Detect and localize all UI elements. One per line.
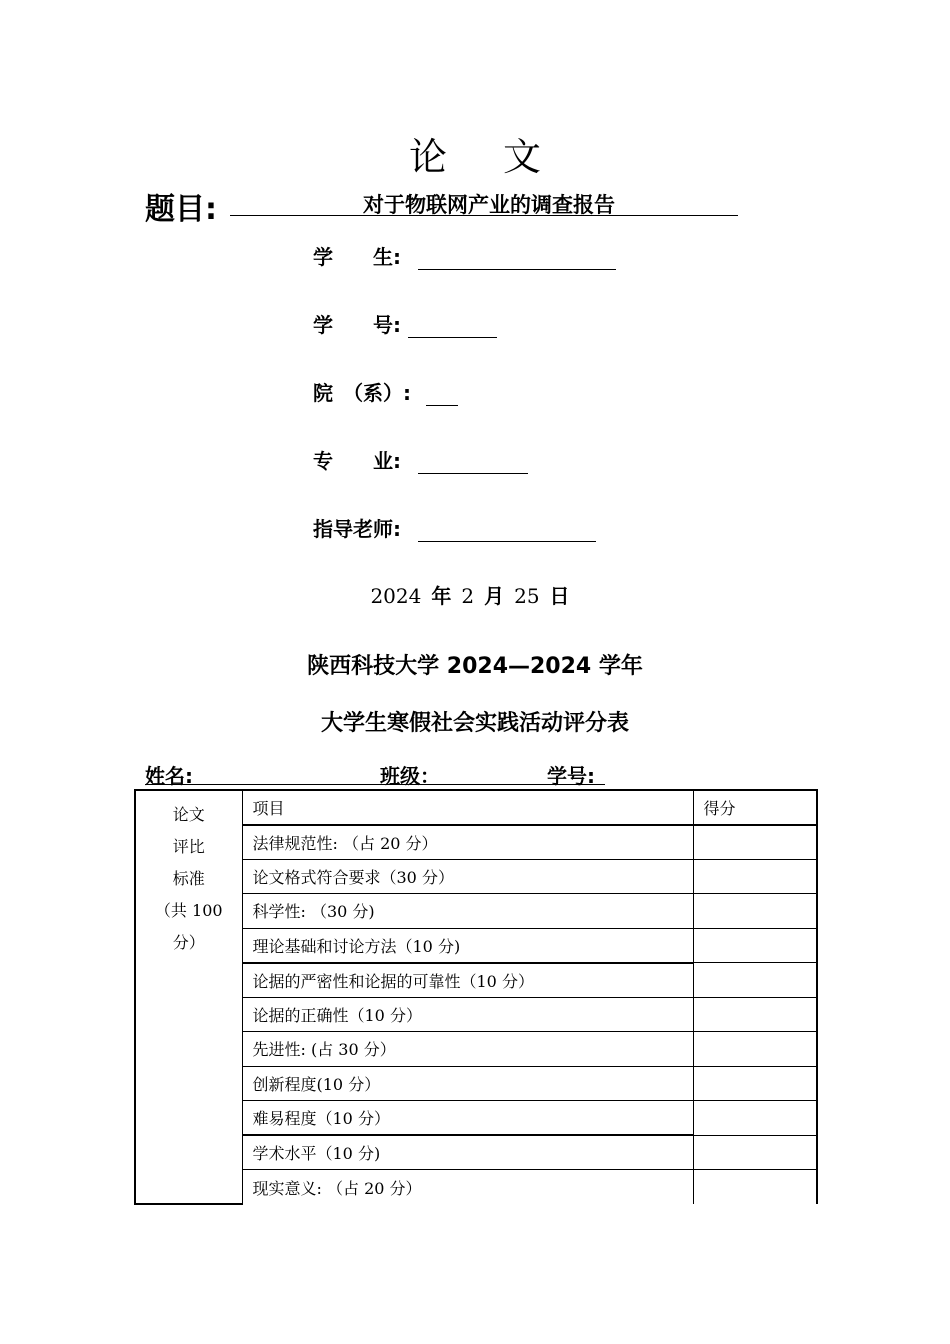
row-item: 创新程度(10 分） — [242, 1066, 693, 1101]
criteria-line: 评比 — [172, 837, 205, 856]
table-header-row — [135, 790, 817, 825]
student-field — [313, 241, 616, 270]
criteria-line: 标准 — [172, 869, 205, 888]
title-label: 题目: — [145, 192, 217, 227]
advisor-label: 指导老师: — [313, 517, 401, 541]
major-label: 专 业: — [313, 449, 401, 473]
page-heading: 论 文 — [408, 135, 564, 179]
score-input-cell[interactable] — [693, 928, 817, 963]
student-blank[interactable] — [418, 249, 616, 270]
score-input-cell[interactable] — [693, 825, 817, 860]
major-field — [313, 445, 528, 474]
row-item: 论据的正确性（10 分） — [242, 997, 693, 1032]
date-month: 2 — [461, 584, 475, 608]
date-row — [0, 580, 950, 609]
date-month-unit: 月 — [484, 584, 505, 608]
header-score: 得分 — [693, 790, 817, 825]
subheading-university: 陕西科技大学 2024—2024 学年 — [307, 654, 643, 679]
criteria-cell — [135, 790, 242, 1204]
criteria-line: 论文 — [172, 805, 205, 824]
score-table — [134, 789, 818, 1205]
student-no-field — [313, 309, 497, 338]
department-blank[interactable] — [426, 385, 458, 406]
name-label: 姓名: — [145, 764, 193, 788]
score-input-cell[interactable] — [693, 1170, 817, 1205]
score-input-cell[interactable] — [693, 1066, 817, 1101]
row-item: 法律规范性: （占 20 分） — [242, 825, 693, 860]
student-label: 学 生: — [313, 245, 401, 269]
row-item: 论文格式符合要求（30 分） — [242, 859, 693, 894]
score-input-cell[interactable] — [693, 963, 817, 998]
subheading-form-title: 大学生寒假社会实践活动评分表 — [320, 711, 629, 736]
score-input-cell[interactable] — [693, 997, 817, 1032]
row-item: 论据的严密性和论据的可靠性（10 分） — [242, 963, 693, 998]
title-value: 对于物联网产业的调查报告 — [230, 190, 738, 216]
criteria-line: 分） — [172, 933, 205, 952]
date-day-unit: 日 — [549, 584, 570, 608]
row-item: 先进性: (占 30 分） — [242, 1032, 693, 1067]
criteria-line: （共 100 — [154, 901, 223, 920]
student-no-label: 学 号: — [313, 313, 401, 337]
row-item: 现实意义: （占 20 分） — [242, 1170, 693, 1205]
student-no-blank[interactable] — [408, 317, 497, 338]
score-input-cell[interactable] — [693, 1135, 817, 1170]
score-input-cell[interactable] — [693, 859, 817, 894]
row-item: 难易程度（10 分） — [242, 1101, 693, 1136]
department-label: 院 （系）: — [313, 381, 411, 405]
advisor-blank[interactable] — [418, 521, 596, 542]
score-input-cell[interactable] — [693, 894, 817, 929]
advisor-field — [313, 513, 596, 542]
date-year: 2024 — [370, 584, 422, 608]
row-item: 科学性: （30 分) — [242, 894, 693, 929]
score-input-cell[interactable] — [693, 1032, 817, 1067]
header-item: 项目 — [242, 790, 693, 825]
row-item: 理论基础和讨论方法（10 分) — [242, 928, 693, 963]
id-label: 学号: — [547, 764, 595, 788]
row-item: 学术水平（10 分) — [242, 1135, 693, 1170]
date-year-unit: 年 — [431, 584, 452, 608]
score-input-cell[interactable] — [693, 1101, 817, 1136]
class-label: 班级： — [380, 764, 440, 788]
major-blank[interactable] — [418, 453, 528, 474]
info-underline — [145, 784, 605, 785]
date-day: 25 — [514, 584, 540, 608]
department-field — [313, 377, 458, 406]
